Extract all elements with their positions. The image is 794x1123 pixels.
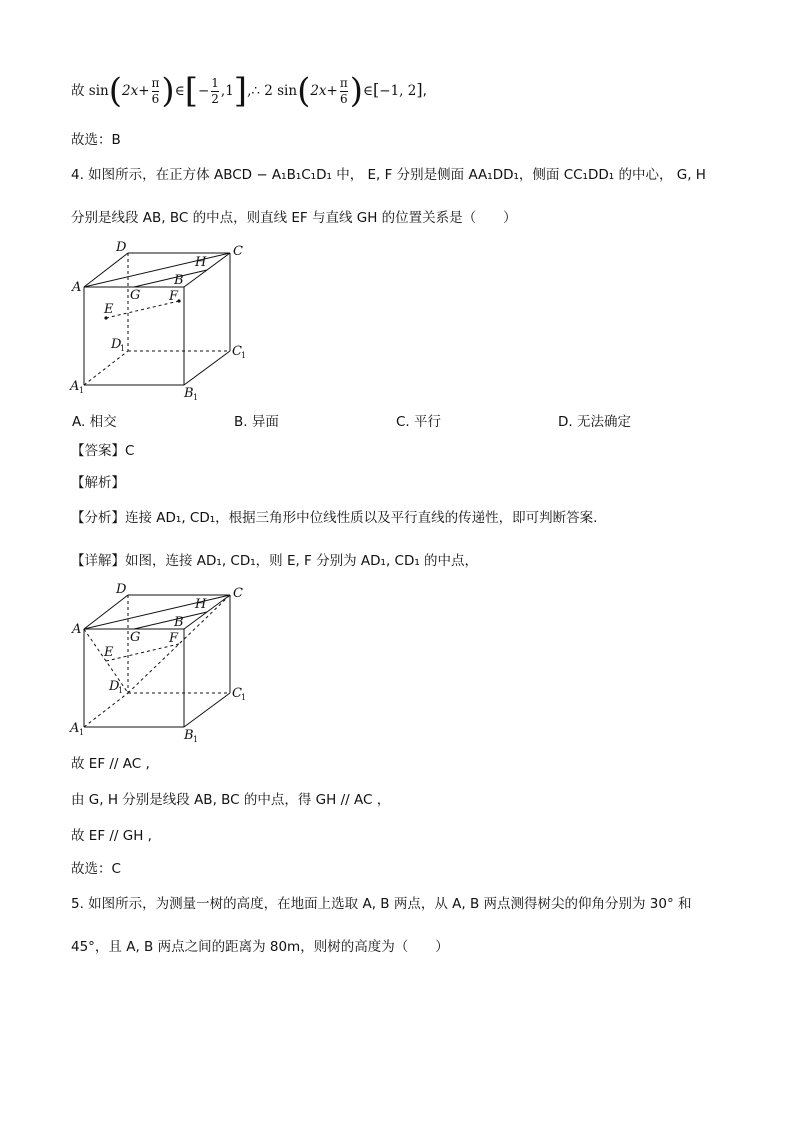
option-d: D. 无法确定 <box>558 414 631 430</box>
xiangjie-tag: 【详解】 <box>71 553 125 569</box>
bracket-close-2: ] <box>416 80 423 99</box>
frac-pi-6-2 <box>340 76 348 107</box>
step-2: 由 G, H 分别是线段 AB, BC 的中点，得 GH // AC ， <box>71 792 391 808</box>
end-comma: , <box>422 83 427 99</box>
paren-open-2: ( <box>297 71 311 111</box>
formula-line <box>71 71 427 111</box>
label-B1-2: B <box>184 728 194 743</box>
fenxi-line <box>71 508 597 528</box>
answer-4: 故选：C <box>71 861 121 877</box>
label-E-2: E <box>104 645 114 660</box>
element-of-2: ∈ <box>363 83 374 99</box>
label-A1: A <box>70 379 80 394</box>
frac-num3: π <box>339 75 348 90</box>
cube-figure-2 <box>68 582 258 747</box>
sin-text: sin <box>88 83 109 99</box>
label-D1-2: D <box>109 679 120 694</box>
answer-label: 【答案】C <box>71 443 135 459</box>
expr-2x-2: 2x <box>310 83 327 99</box>
q5-line2: 45°，且 A, B 两点之间的距离为 80m，则树的高度为（ ） <box>71 939 449 955</box>
edge-A1D1-2 <box>84 693 128 727</box>
edge-B1C1-2 <box>184 693 230 727</box>
bracket-open: [ <box>184 71 198 111</box>
therefore-text: ,∴ 2 <box>247 83 273 99</box>
interval-end: ,1 <box>220 83 234 99</box>
label-C: C <box>233 244 243 259</box>
fenxi-text: 连接 AD₁, CD₁，根据三角形中位线性质以及平行直线的传递性，即可判断答案. <box>125 510 598 526</box>
label-A1-2: A <box>70 721 80 736</box>
label-F: F <box>169 289 179 304</box>
label-D-2: D <box>116 582 127 597</box>
label-B1: B <box>184 386 194 401</box>
paren-close: ) <box>161 71 175 111</box>
cube-figure-1 <box>68 238 258 403</box>
step-3: 故 EF // GH , <box>71 828 152 844</box>
answer-3: 故选：B <box>71 132 121 148</box>
label-A1-sub-2: 1 <box>79 728 85 737</box>
option-c: C. 平行 <box>396 414 442 430</box>
label-C1-sub-2: 1 <box>241 693 247 702</box>
label-H-2: H <box>195 597 207 612</box>
edge-B1C1 <box>184 351 230 385</box>
option-a: A. 相交 <box>72 414 117 430</box>
option-b: B. 异面 <box>234 414 279 430</box>
jiexi-label: 【解析】 <box>71 475 125 491</box>
label-D1-sub-2: 1 <box>118 686 124 695</box>
paren-open: ( <box>108 71 123 111</box>
step-1: 故 EF // AC , <box>71 756 150 772</box>
bracket-close: ] <box>233 71 248 111</box>
label-F-2: F <box>169 631 179 646</box>
plus-sign-2: + <box>326 83 338 99</box>
label-B: B <box>174 273 184 288</box>
range-2: −1, 2 <box>379 83 417 99</box>
text-gu: 故 <box>71 83 85 99</box>
label-E: E <box>104 302 114 317</box>
expr-2x: 2x <box>122 83 139 99</box>
frac-1-2 <box>211 76 219 107</box>
label-D: D <box>116 240 127 255</box>
q4-line1: 4. 如图所示，在正方体 ABCD − A₁B₁C₁D₁ 中， E, F 分别是侧面 AA₁DD₁，侧面 CC₁DD₁ 的中心， G, H <box>71 167 706 183</box>
element-of: ∈ <box>174 83 185 99</box>
label-D1: D <box>111 337 122 352</box>
label-G-2: G <box>130 630 141 645</box>
label-G: G <box>130 288 141 303</box>
frac-num: π <box>151 75 160 90</box>
frac-num2: 1 <box>211 75 219 90</box>
label-C1-2: C <box>232 686 242 701</box>
label-C-2: C <box>233 586 243 601</box>
q5-line1: 5. 如图所示，为测量一树的高度，在地面上选取 A, B 两点，从 A, B 两点测得树尖的仰角分别为 30° 和 <box>71 896 692 912</box>
frac-pi-6 <box>152 76 160 107</box>
label-B-2: B <box>174 615 184 630</box>
xiangjie-text: 如图，连接 AD₁, CD₁，则 E, F 分别为 AD₁, CD₁ 的中点， <box>125 553 479 569</box>
sin-text-2: sin <box>277 83 298 99</box>
label-B1-sub-2: 1 <box>193 735 199 744</box>
label-C1-sub: 1 <box>241 351 247 360</box>
frac-den2: 2 <box>211 91 219 106</box>
label-B1-sub: 1 <box>193 393 199 402</box>
xiangjie-line <box>71 551 478 571</box>
label-D1-sub: 1 <box>120 344 126 353</box>
q4-line2: 分别是线段 AB, BC 的中点，则直线 EF 与直线 GH 的位置关系是（ ） <box>71 210 517 226</box>
edge-A1D1 <box>84 351 128 385</box>
frac-den: 6 <box>151 91 160 106</box>
label-A1-sub: 1 <box>79 386 85 395</box>
fenxi-tag: 【分析】 <box>71 510 125 526</box>
label-A: A <box>72 280 82 295</box>
label-H: H <box>195 255 207 270</box>
paren-close-2: ) <box>349 71 364 111</box>
frac-den3: 6 <box>339 91 348 106</box>
minus-sign: − <box>197 83 210 99</box>
label-C1: C <box>232 344 242 359</box>
plus-sign: + <box>138 83 150 99</box>
bracket-open-2: [ <box>373 80 380 99</box>
line-EF-2 <box>106 644 179 661</box>
label-A-2: A <box>72 622 82 637</box>
